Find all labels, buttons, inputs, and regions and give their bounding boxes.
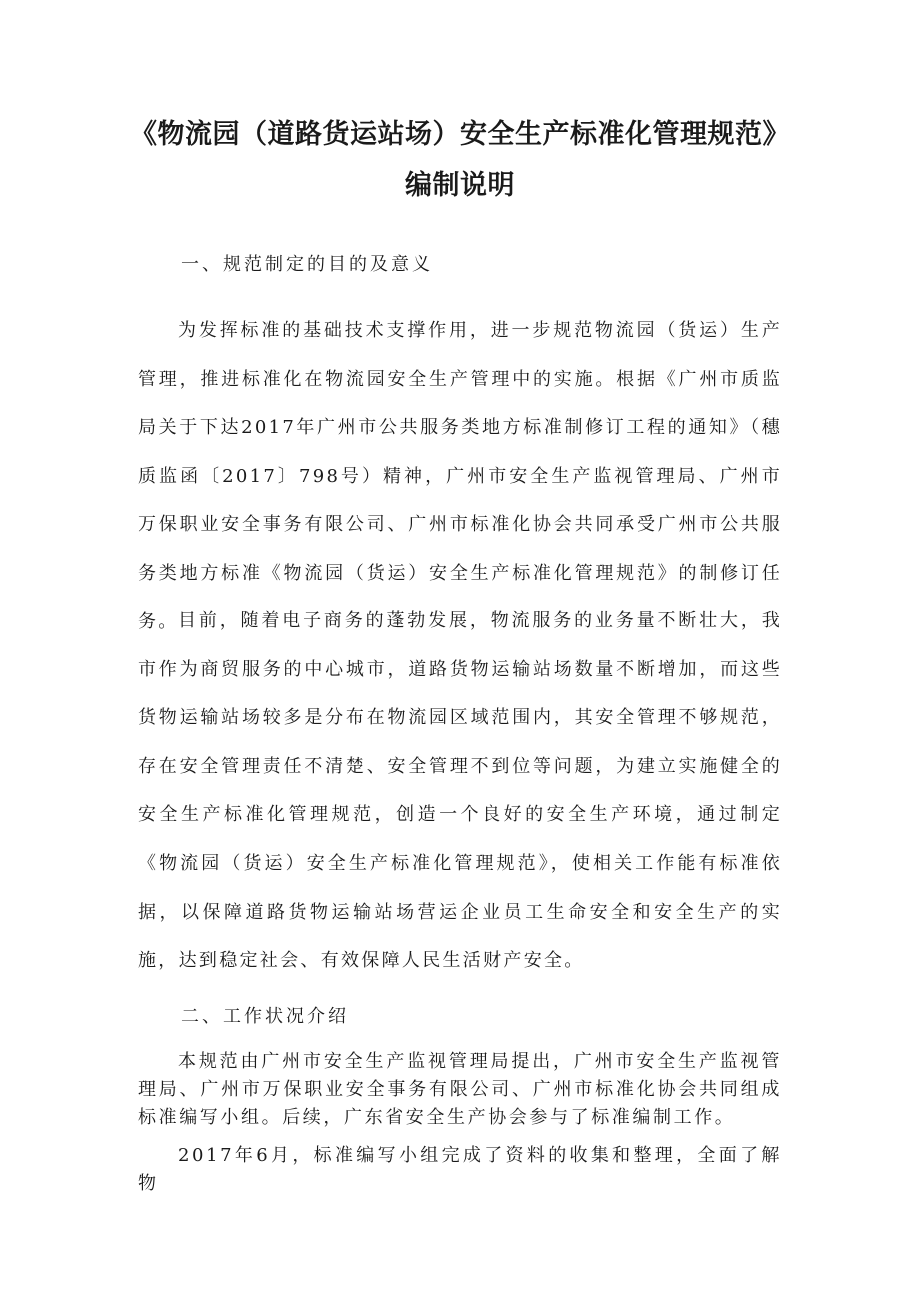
paragraph-work-status-1: 本规范由广州市安全生产监视管理局提出，广州市安全生产监视管理局、广州市万保职业安全事务有限公司、广州市标准化协会共同组成标准编写小组。后续，广东省安全生产协会参与了标准编制工作。	[138, 1051, 782, 1128]
paragraph-purpose-1: 为发挥标准的基础技术支撑作用，进一步规范物流园（货运）生产管理，推进标准化在物流园安全生产管理中的实施。根据《广州市质监局关于下达2017年广州市公共服务类地方标准制修订工程的通知》（穗质监函〔2017〕798号）精神，广州市安全生产监视管理局、广州市万保职业安全事务有限公司、广州市标准化协会共同承受广州市公共服务类地方标准《物流园（货运）安全生产标准化管理规范》的制修订任务。	[138, 320, 782, 632]
document-subtitle: 编制说明	[405, 170, 515, 201]
paragraph-work-status-2: 2017年6月，标准编写小组完成了资料的收集和整理，全面了解物	[138, 1145, 782, 1194]
paragraph-purpose-2: 目前，随着电子商务的蓬勃发展，物流服务的业务量不断壮大，我市作为商贸服务的中心城市，道路货物运输站场数量不断增加，而这些货物运输站场较多是分布在物流园区域范围内，其安全管理不够规范，存在安全管理责任不清楚、安全管理不到位等问题，为建立实施健全的安全生产标准化管理规范，创造一个良好的安全生产环境，通过制定《物流园（货运）安全生产标准化管理规范》，使相关工作能有标准依据，以保障道路货物运输站场营运企业员工生命安全和安全生产的实施，达到稳定社会、有效保障人民生活财产安全。	[138, 610, 782, 972]
section-heading-work-status: 二、工作状况介绍	[181, 1006, 349, 1027]
document-title: 《物流园（道路货运站场）安全生产标准化管理规范》	[130, 119, 790, 150]
section-heading-purpose: 一、规范制定的目的及意义	[181, 254, 433, 275]
